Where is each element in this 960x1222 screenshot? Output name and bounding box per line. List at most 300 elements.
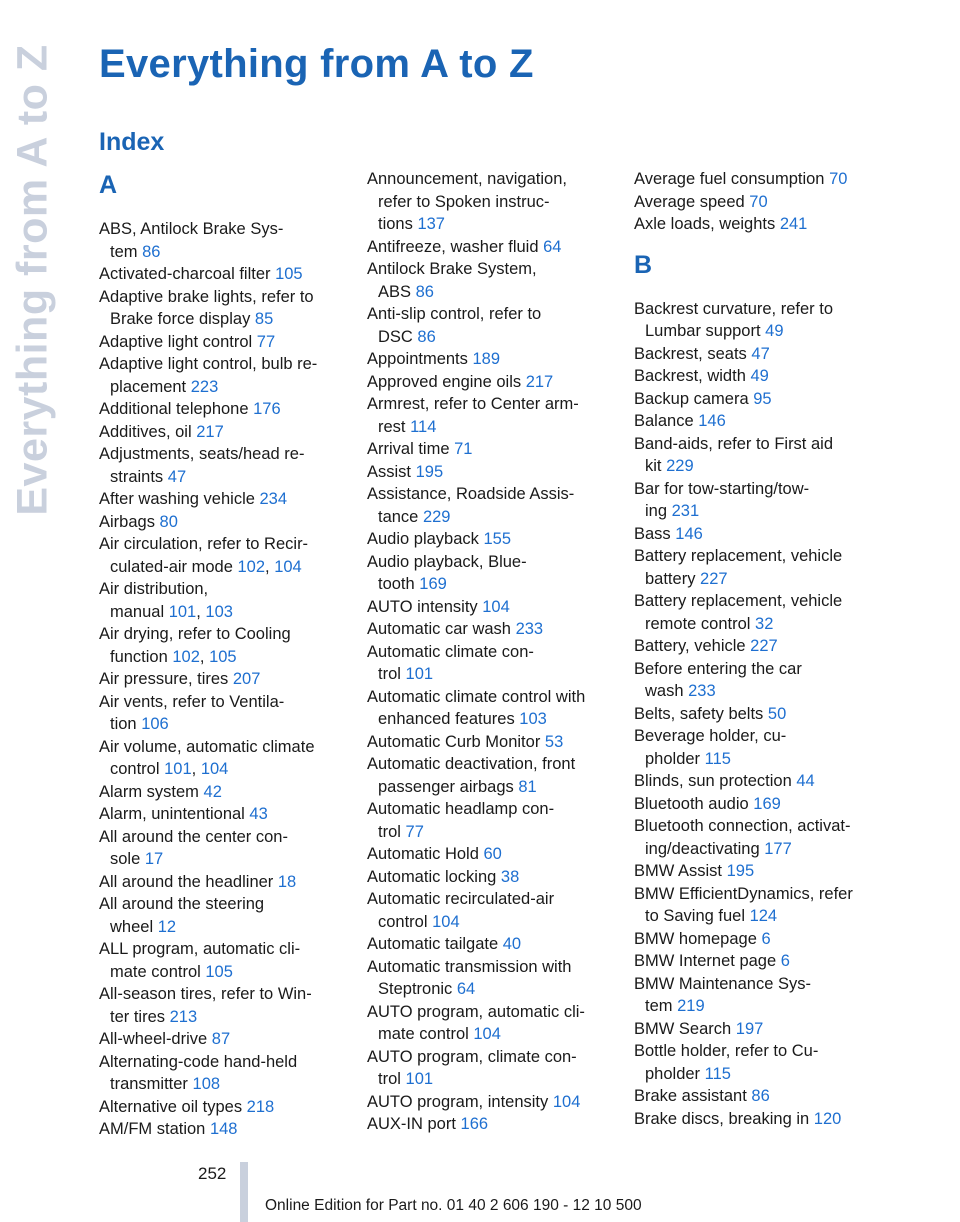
index-entry-text: All around the center con- (99, 827, 288, 846)
index-entry (99, 263, 344, 286)
page-reference-link[interactable]: 105 (209, 647, 237, 666)
index-entry-text: Bar for tow-starting/tow- (634, 479, 810, 498)
index-entry (634, 168, 879, 191)
index-entry (634, 725, 879, 770)
page-reference-link[interactable]: 115 (704, 749, 731, 768)
page-reference-link[interactable]: 85 (254, 310, 274, 328)
index-entry (99, 533, 344, 578)
index-entry-text: Automatic car wash (367, 620, 516, 638)
index-entry (634, 388, 879, 411)
index-entry-text: After washing vehicle (99, 490, 260, 508)
index-entry-text: Approved engine oils (367, 372, 526, 391)
index-entry-text: Anti-slip control, refer to (367, 305, 542, 323)
index-entry (367, 596, 612, 619)
index-entry-text: Battery replacement, vehicle (634, 592, 843, 610)
index-entry-text: battery (645, 569, 701, 588)
page-ref-separator: , (265, 557, 275, 576)
index-entry-text: Steptronic (378, 980, 457, 998)
page-reference-link[interactable]: 64 (543, 237, 562, 256)
index-entry-text: wash (645, 682, 689, 700)
page-reference-link[interactable]: 106 (141, 715, 169, 733)
index-entry-text: AM/FM station (99, 1120, 210, 1138)
page-reference-link[interactable]: 104 (274, 557, 302, 576)
index-entry (367, 258, 612, 303)
index-column-1 (99, 168, 344, 1141)
page-reference-link[interactable]: 77 (256, 332, 276, 351)
page-reference-link[interactable]: 213 (169, 1007, 198, 1026)
page-reference-link[interactable]: 104 (200, 760, 229, 778)
index-entry-text: mate control (110, 962, 206, 981)
index-entry-text: Automatic Curb Monitor (367, 732, 545, 751)
index-entry-text: tance (378, 507, 423, 526)
index-entry-text: Bottle holder, refer to Cu- (634, 1042, 819, 1060)
index-entry (367, 933, 612, 956)
index-entry (634, 590, 879, 635)
index-entry-text: wheel (110, 917, 158, 936)
index-entry-text: Antilock Brake System, (367, 260, 537, 278)
index-entry (634, 365, 879, 388)
index-entry-text: transmitter (110, 1075, 193, 1093)
index-entry-text: Air circulation, refer to Recir- (99, 535, 309, 553)
index-letter-heading: B (634, 250, 653, 279)
index-entry-text: Audio playback (367, 530, 484, 548)
index-entry-text: tions (378, 215, 418, 233)
page-reference-link[interactable]: 218 (246, 1097, 275, 1116)
page-reference-link[interactable]: 114 (410, 417, 437, 436)
index-entry-text: Automatic climate con- (367, 642, 534, 661)
page-reference-link[interactable]: 148 (209, 1120, 238, 1138)
page-ref-separator: , (196, 602, 206, 621)
index-column-2 (367, 168, 612, 1136)
page-reference-link[interactable]: 42 (203, 782, 222, 801)
index-entry-text: BMW Search (634, 1019, 736, 1038)
index-entry (99, 1028, 344, 1051)
index-entry (367, 461, 612, 484)
index-entry-text: kit (645, 457, 667, 475)
index-entry (367, 1001, 612, 1046)
page-reference-link[interactable]: 38 (500, 867, 520, 886)
index-entry-text: Backup camera (634, 389, 754, 408)
index-entry (99, 1118, 344, 1141)
index-entry (99, 623, 344, 668)
index-entry (634, 658, 879, 703)
page-reference-link[interactable]: 104 (473, 1025, 501, 1043)
page-ref-separator: , (199, 647, 210, 666)
index-entry (634, 950, 879, 973)
page-reference-link[interactable]: 53 (544, 732, 564, 751)
index-entry-text: Airbags (99, 512, 160, 531)
page-reference-link[interactable]: 137 (417, 215, 445, 233)
page-reference-link[interactable]: 6 (761, 929, 771, 948)
index-entry-text: pholder (645, 1064, 705, 1083)
index-entry-text: Antifreeze, washer fluid (367, 237, 544, 256)
index-entry-text: ing/deactivating (645, 839, 765, 858)
index-entry-text: All around the headliner (99, 872, 278, 891)
index-entry-text: AUTO program, automatic cli- (367, 1002, 585, 1021)
page-reference-link[interactable]: 241 (779, 215, 808, 233)
index-entry-text: Automatic headlamp con- (367, 800, 555, 818)
index-letter-heading: A (99, 171, 118, 199)
index-entry (367, 438, 612, 461)
page-reference-link[interactable]: 101 (405, 665, 434, 683)
index-entry-text: ABS, Antilock Brake Sys- (99, 220, 284, 238)
index-entry-text: Balance (634, 412, 699, 430)
page-reference-link[interactable]: 17 (144, 850, 164, 868)
page-reference-link[interactable]: 233 (688, 682, 716, 700)
index-entry-text: Air vents, refer to Ventila- (99, 692, 285, 711)
index-entry-text: Additional telephone (99, 400, 254, 418)
index-entry-text: Band-aids, refer to First aid (634, 434, 833, 453)
index-entry (367, 798, 612, 843)
index-entry (367, 888, 612, 933)
page-reference-link[interactable]: 12 (157, 917, 177, 936)
index-entry (367, 956, 612, 1001)
page-reference-link[interactable]: 124 (749, 907, 778, 925)
index-entry (367, 483, 612, 528)
index-entry-text: Backrest, width (634, 367, 751, 385)
index-entry (634, 1108, 879, 1131)
index-entry (634, 860, 879, 883)
section-title: Index (99, 128, 165, 156)
page-reference-link[interactable]: 102 (237, 557, 266, 576)
index-entry-text: tem (645, 997, 678, 1015)
page-reference-link[interactable]: 105 (275, 265, 303, 283)
index-entry-text: Brake discs, breaking in (634, 1109, 814, 1128)
page-reference-link[interactable]: 40 (502, 935, 522, 953)
page-reference-link[interactable]: 104 (552, 1092, 581, 1111)
index-entry-text: ABS (378, 282, 416, 301)
page-reference-link[interactable]: 169 (753, 794, 781, 813)
page-reference-link[interactable]: 81 (518, 777, 537, 796)
page-reference-link[interactable]: 44 (796, 772, 815, 790)
index-entry (367, 371, 612, 394)
index-entry-text: Air volume, automatic climate (99, 737, 315, 756)
index-entry (367, 1046, 612, 1091)
page-reference-link[interactable]: 169 (419, 575, 447, 593)
index-entry-text: Automatic recirculated-air (367, 890, 555, 908)
page-reference-link[interactable]: 87 (211, 1030, 231, 1048)
index-entry-text: to Saving fuel (645, 907, 750, 925)
index-entry-text: Adaptive light control, bulb re- (99, 355, 318, 373)
page-reference-link[interactable]: 47 (167, 467, 187, 486)
index-entry (99, 1096, 344, 1119)
index-entry (99, 286, 344, 331)
index-entry (367, 1091, 612, 1114)
index-entry (634, 545, 879, 590)
page-reference-link[interactable]: 115 (704, 1064, 731, 1083)
page-reference-link[interactable]: 233 (515, 620, 544, 638)
index-entry (367, 168, 612, 236)
index-entry (367, 753, 612, 798)
index-entry-text: Additives, oil (99, 422, 197, 441)
index-entry (99, 803, 344, 826)
index-entry-text: Before entering the car (634, 659, 802, 678)
index-entry-text: trol (378, 1070, 406, 1088)
page-reference-link[interactable]: 234 (259, 490, 288, 508)
page-reference-link[interactable]: 146 (698, 412, 726, 430)
page-reference-link[interactable]: 155 (483, 530, 512, 548)
page-reference-link[interactable]: 229 (666, 457, 694, 475)
index-entry (367, 618, 612, 641)
index-entry (367, 843, 612, 866)
index-entry-text: AUTO intensity (367, 597, 483, 616)
footer-text: Online Edition for Part no. 01 40 2 606 190 - 12 10 500 (265, 1197, 642, 1214)
page-reference-link[interactable]: 219 (677, 997, 705, 1015)
page-reference-link[interactable]: 223 (190, 377, 219, 396)
index-entry (99, 353, 344, 398)
side-tab (0, 0, 66, 560)
index-entry-text: Air drying, refer to Cooling (99, 625, 291, 643)
index-entry (99, 938, 344, 983)
page-reference-link[interactable]: 120 (813, 1109, 842, 1128)
index-entry (99, 871, 344, 894)
index-entry (634, 1018, 879, 1041)
index-entry-text: mate control (378, 1025, 474, 1043)
page-reference-link[interactable]: 195 (415, 462, 444, 481)
page-reference-link[interactable]: 18 (277, 872, 297, 891)
index-entry-text: Announcement, navigation, (367, 170, 567, 188)
page-reference-link[interactable]: 166 (460, 1115, 489, 1133)
index-entry-text: Belts, safety belts (634, 704, 768, 723)
index-entry-text: AUTO program, intensity (367, 1092, 553, 1111)
index-entry-text: AUTO program, climate con- (367, 1047, 577, 1066)
index-entry (367, 686, 612, 731)
index-entry-text: refer to Spoken instruc- (378, 192, 550, 211)
index-entry-text: ALL program, automatic cli- (99, 940, 301, 958)
index-entry (367, 528, 612, 551)
index-entry (99, 578, 344, 623)
index-entry (634, 478, 879, 523)
page-reference-link[interactable]: 70 (829, 170, 848, 188)
page-reference-link[interactable]: 80 (159, 512, 178, 531)
page-reference-link[interactable]: 47 (751, 344, 770, 363)
index-entry (634, 213, 879, 236)
index-entry-text: passenger airbags (378, 777, 519, 796)
page-reference-link[interactable]: 49 (750, 367, 769, 385)
index-entry-text: Lumbar support (645, 322, 766, 340)
page-reference-link[interactable]: 207 (232, 670, 261, 688)
page-reference-link[interactable]: 108 (192, 1075, 221, 1093)
index-entry-text: Automatic deactivation, front (367, 755, 576, 773)
index-entry-text: Alternating-code hand-held (99, 1052, 298, 1071)
index-entry (634, 883, 879, 928)
index-entry-text: remote control (645, 614, 756, 633)
page-reference-link[interactable]: 101 (405, 1070, 434, 1088)
page-reference-link[interactable]: 32 (755, 614, 774, 633)
page-reference-link[interactable]: 197 (735, 1019, 764, 1038)
page-reference-link[interactable]: 176 (253, 400, 281, 418)
index-entry-text: function (110, 647, 173, 666)
page-reference-link[interactable]: 43 (249, 805, 268, 823)
page-reference-link[interactable]: 50 (767, 704, 787, 723)
page-reference-link[interactable]: 95 (753, 389, 772, 408)
index-entry (367, 551, 612, 596)
index-entry (99, 443, 344, 488)
page-reference-link[interactable]: 177 (764, 839, 792, 858)
index-entry (99, 893, 344, 938)
index-entry (367, 236, 612, 259)
index-entry (99, 668, 344, 691)
page-reference-link[interactable]: 217 (525, 372, 554, 391)
index-entry-text: Battery, vehicle (634, 637, 751, 655)
index-entry-text: Bass (634, 524, 676, 543)
index-entry (634, 410, 879, 433)
index-entry (99, 781, 344, 804)
index-entry-text: AUX-IN port (367, 1115, 461, 1133)
index-entry-text: DSC (378, 327, 418, 346)
index-column-3 (634, 168, 879, 1130)
page-reference-link[interactable]: 227 (750, 637, 778, 655)
index-entry-text: tooth (378, 575, 420, 593)
index-entry-text: BMW EfficientDynamics, refer (634, 884, 853, 903)
index-entry-text: Average speed (634, 192, 750, 211)
index-entry-text: Automatic transmission with (367, 957, 572, 976)
index-entry (367, 641, 612, 686)
index-entry (634, 523, 879, 546)
index-entry-text: Adaptive light control (99, 332, 257, 351)
index-entry-text: Air distribution, (99, 580, 209, 598)
index-entry (99, 488, 344, 511)
index-entry-text: Assistance, Roadside Assis- (367, 485, 575, 503)
index-entry-text: manual (110, 602, 169, 621)
page-reference-link[interactable]: 105 (205, 962, 233, 981)
index-entry-text: Alarm, unintentional (99, 805, 250, 823)
index-entry (367, 303, 612, 348)
index-entry-text: Adjustments, seats/head re- (99, 445, 305, 463)
index-entry (99, 218, 344, 263)
index-entry-text: trol (378, 665, 406, 683)
footer-divider (240, 1162, 248, 1222)
index-entry-text: Appointments (367, 350, 473, 368)
index-entry (99, 331, 344, 354)
page-ref-separator: , (191, 760, 201, 778)
index-entry-text: Audio playback, Blue- (367, 552, 527, 571)
index-entry (634, 815, 879, 860)
page-reference-link[interactable]: 103 (205, 602, 233, 621)
page-reference-link[interactable]: 49 (765, 322, 784, 340)
page-reference-link[interactable]: 103 (519, 710, 547, 728)
page-reference-link[interactable]: 64 (456, 980, 476, 998)
page-reference-link[interactable]: 71 (454, 440, 473, 458)
index-entry-text: Assist (367, 462, 416, 481)
index-entry (634, 770, 879, 793)
index-entry (99, 691, 344, 736)
index-entry (367, 393, 612, 438)
page-reference-link[interactable]: 6 (780, 952, 790, 970)
index-entry-text: pholder (645, 749, 705, 768)
index-entry-text: control (378, 912, 433, 931)
index-entry (634, 973, 879, 1018)
index-entry-text: Beverage holder, cu- (634, 727, 787, 745)
page-number: 252 (198, 1164, 227, 1183)
index-entry (99, 398, 344, 421)
index-entry (99, 983, 344, 1028)
index-entry-text: Bluetooth connection, activat- (634, 817, 851, 835)
index-entry-text: Backrest curvature, refer to (634, 299, 833, 318)
index-entry-text: BMW Maintenance Sys- (634, 974, 811, 993)
page-reference-link[interactable]: 104 (432, 912, 460, 931)
index-entry (99, 511, 344, 534)
index-entry-text: Automatic Hold (367, 845, 484, 863)
index-entry-text: Air pressure, tires (99, 670, 233, 688)
index-entry (99, 736, 344, 781)
index-entry (634, 635, 879, 658)
index-entry (99, 1051, 344, 1096)
index-entry (99, 826, 344, 871)
side-tab-label: Everything from A to Z (8, 44, 57, 516)
index-entry-text: ter tires (110, 1007, 170, 1026)
page-reference-link[interactable]: 146 (675, 524, 703, 543)
page-reference-link[interactable]: 60 (483, 845, 502, 863)
index-entry-text: placement (110, 377, 191, 396)
page-reference-link[interactable]: 104 (482, 597, 510, 616)
index-entry (634, 1040, 879, 1085)
index-entry-text: tion (110, 715, 142, 733)
index-entry-text: Brake assistant (634, 1087, 752, 1105)
index-entry-text: Arrival time (367, 440, 455, 458)
page-reference-link[interactable]: 101 (164, 760, 192, 778)
index-entry (634, 433, 879, 478)
index-entry-text: Automatic locking (367, 867, 501, 886)
index-entry-text: All around the steering (99, 895, 265, 913)
index-entry-text: Bluetooth audio (634, 794, 754, 813)
index-entry (634, 343, 879, 366)
page-reference-link[interactable]: 77 (405, 822, 424, 841)
page-reference-link[interactable]: 86 (417, 327, 436, 346)
index-entry-text: All-wheel-drive (99, 1030, 212, 1048)
page-reference-link[interactable]: 189 (472, 350, 501, 368)
page-reference-link[interactable]: 195 (726, 862, 755, 880)
page-reference-link[interactable]: 227 (700, 569, 728, 588)
index-entry-text: sole (110, 850, 145, 868)
index-entry (367, 866, 612, 889)
page-reference-link[interactable]: 217 (196, 422, 224, 441)
index-entry-text: Activated-charcoal filter (99, 265, 276, 283)
page-reference-link[interactable]: 70 (749, 192, 768, 211)
index-entry (634, 793, 879, 816)
index-entry-text: Blinds, sun protection (634, 772, 797, 790)
index-entry-text: Backrest, seats (634, 344, 752, 363)
index-entry-text: trol (378, 822, 406, 841)
page-reference-link[interactable]: 86 (415, 282, 434, 301)
page-title: Everything from A to Z (99, 42, 534, 86)
index-entry-text: control (110, 760, 165, 778)
index-entry (367, 1113, 612, 1136)
page-reference-link[interactable]: 101 (168, 602, 197, 621)
index-entry (634, 928, 879, 951)
index-entry-text: Automatic climate control with (367, 687, 586, 706)
index-entry-text: Brake force display (110, 310, 255, 328)
index-entry (634, 191, 879, 214)
page-reference-link[interactable]: 86 (751, 1087, 770, 1105)
index-entry-text: Average fuel consumption (634, 170, 830, 188)
index-entry-text: ing (645, 502, 672, 520)
index-entry-text: straints (110, 467, 168, 486)
index-entry (634, 703, 879, 726)
page-reference-link[interactable]: 86 (142, 242, 161, 261)
index-entry (367, 731, 612, 754)
index-entry (99, 421, 344, 444)
index-entry-text: enhanced features (378, 710, 520, 728)
page-reference-link[interactable]: 102 (172, 647, 200, 666)
index-entry-text: BMW Assist (634, 862, 727, 880)
index-entry (367, 348, 612, 371)
index-entry (634, 1085, 879, 1108)
index-entry-text: Battery replacement, vehicle (634, 547, 843, 565)
index-entry-text: Adaptive brake lights, refer to (99, 287, 314, 306)
page-reference-link[interactable]: 229 (422, 507, 451, 526)
page-reference-link[interactable]: 231 (671, 502, 700, 520)
